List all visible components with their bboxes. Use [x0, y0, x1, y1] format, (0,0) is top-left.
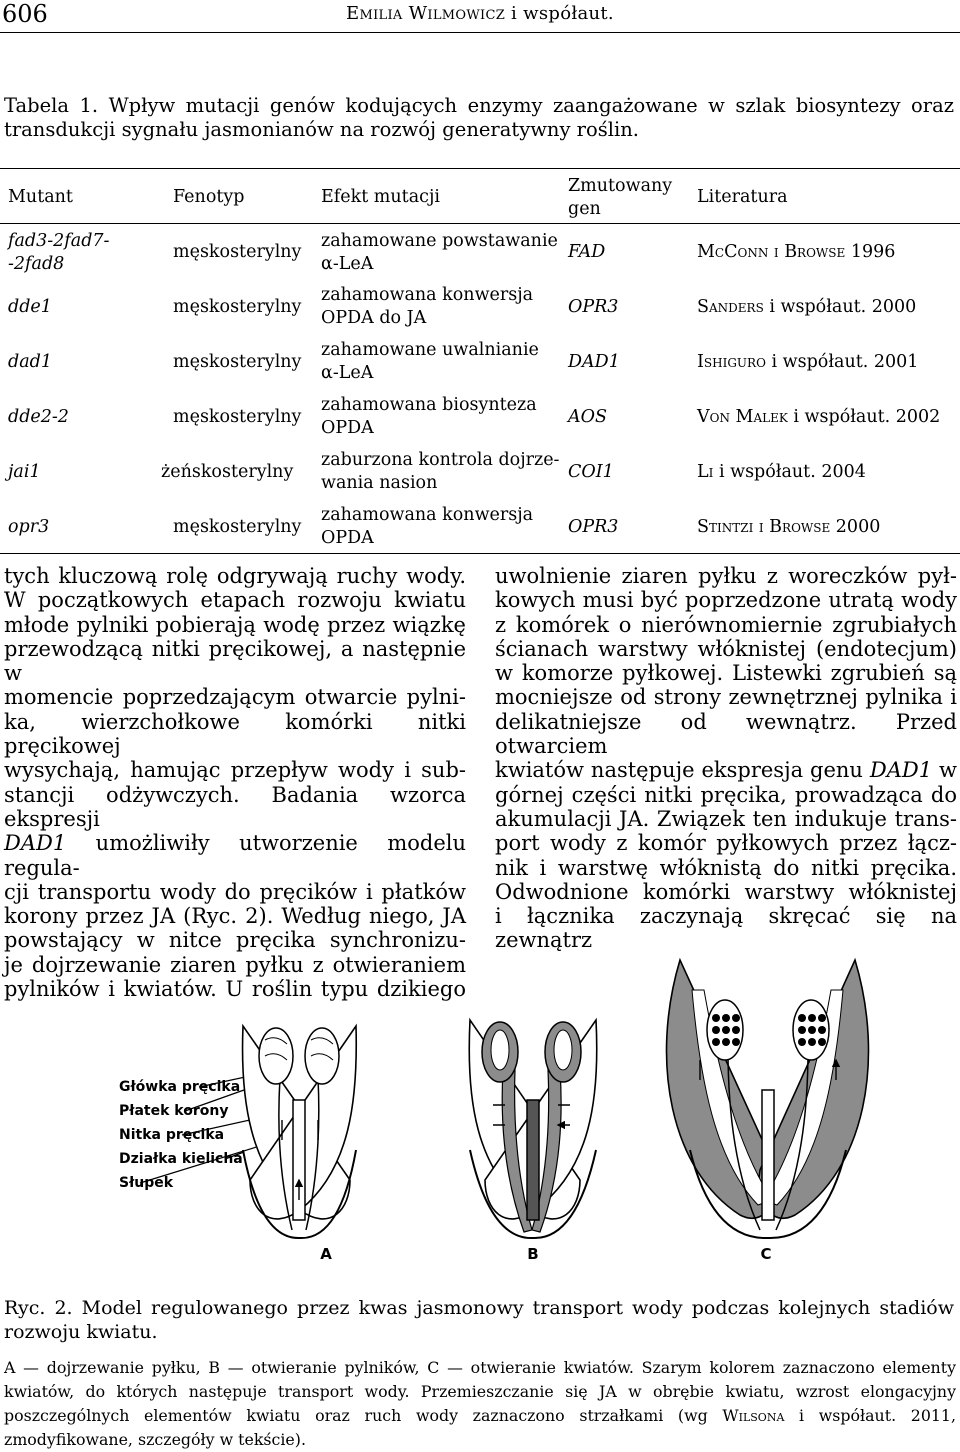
- page-number: 606: [2, 0, 48, 28]
- text-line: nik i warstwę włóknistą do nitki pręcika.: [495, 855, 957, 880]
- table-row-1-phenotype: męskosterylny: [173, 242, 302, 262]
- table-row-3-literature: [697, 351, 918, 374]
- text-line: korony przez JA (Ryc. 2). Według niego, JA: [4, 904, 466, 929]
- effect-line1: zaburzona kontrola dojrze-: [321, 450, 560, 470]
- effect-line2: OPDA do JA: [321, 308, 427, 328]
- literature-year: 1996: [845, 242, 896, 262]
- literature-authors: McConn i Browse: [697, 242, 846, 262]
- pistil: [527, 1100, 539, 1220]
- effect-line1: zahamowane powstawanie: [321, 231, 558, 251]
- text-line: powstający w nitce pręcika synchronizu-: [4, 928, 466, 953]
- literature-year: i współaut. 2002: [787, 407, 941, 427]
- table-row-6-phenotype: męskosterylny: [173, 517, 302, 537]
- col-header-gene: [568, 175, 672, 221]
- literature-year: i współaut. 2001: [765, 352, 919, 372]
- legend-text: A — dojrzewanie pyłku, B — otwieranie pylników, C — otwieranie kwiatów. Szarym kolorem zaznaczono elementy kwiatów, do których następuje transport wody. Przemieszczanie się JA w obrębie kwiatu, wzrost elongacyjny poszczególnych elementów kwiatu oraz ruch wody zaznaczono strzałkami (wg: [4, 1358, 956, 1425]
- text-span: kwiatów następuje ekspresja genu: [495, 758, 870, 783]
- label-sepal: Działka kielicha: [119, 1151, 243, 1167]
- literature-year: i współaut. 2000: [763, 297, 917, 317]
- panel-label-c: C: [760, 1245, 772, 1263]
- flower-b: [469, 1020, 597, 1263]
- text-line: i łącznika zaczynają skręcać się na zewnątrz: [495, 904, 957, 953]
- running-title-suffix: i współaut.: [505, 3, 614, 24]
- effect-line1: zahamowana biosynteza: [321, 395, 537, 415]
- literature-authors: Li: [697, 462, 714, 482]
- text-line: stancji odżywczych. Badania wzorca ekspresji: [4, 782, 466, 831]
- table-row-2-phenotype: męskosterylny: [173, 297, 302, 317]
- text-line: w komorze pyłkowej. Listewki zgrubień są: [495, 661, 957, 686]
- table-row-5-literature: [697, 461, 866, 484]
- flower-figure: [0, 920, 960, 1280]
- text-line: cji transportu wody do pręcików i płatków: [4, 879, 466, 904]
- figure-caption: Ryc. 2. Model regulowanego przez kwas jasmonowy transport wody podczas kolejnych stadiów rozwoju kwiatu.: [4, 1297, 954, 1343]
- table-row-5-phenotype: żeńskosterylny: [161, 462, 294, 482]
- header-rule: [0, 32, 960, 33]
- col-header-effect: Efekt mutacji: [321, 187, 440, 207]
- col-header-gene-line2: gen: [568, 199, 601, 219]
- table-row-4-literature: [697, 406, 940, 429]
- text-line: ka, wierzchołkowe komórki nitki pręcikowej: [4, 709, 466, 759]
- anther-right-chamber: [554, 1030, 572, 1070]
- table-row-5-effect: [321, 449, 559, 495]
- effect-line2: OPDA: [321, 528, 374, 548]
- right-text-column: [495, 564, 957, 953]
- effect-line2: wania nasion: [321, 473, 438, 493]
- text-line: W początkowych etapach rozwoju kwiatu: [4, 588, 466, 613]
- text-line: górnej części nitki pręcika, prowadząca do: [495, 782, 957, 807]
- text-line: wysychają, hamując przepływ wody i sub-: [4, 758, 466, 783]
- figure-legend: [4, 1356, 956, 1452]
- effect-line1: zahamowana konwersja: [321, 285, 534, 305]
- table-row-5-mutant: jai1: [8, 462, 41, 482]
- text-line: mocniejsze od strony zewnętrznej pylnika i: [495, 685, 957, 710]
- table-row-6-mutant: opr3: [8, 517, 50, 537]
- text-line: z komórek o nierównomiernie zgrubiałych: [495, 612, 957, 637]
- table-row-5-gene: COI1: [568, 462, 614, 482]
- literature-year: i współaut. 2004: [713, 462, 866, 482]
- table-row-6-effect: [321, 504, 533, 550]
- table-row-6-literature: [697, 516, 880, 539]
- text-line: uwolnienie ziaren pyłku z woreczków pył-: [495, 564, 957, 588]
- mutant-line2: -2fad8: [8, 254, 65, 274]
- table-row-1-literature: [697, 241, 895, 264]
- effect-line2: OPDA: [321, 418, 374, 438]
- literature-authors: Von Malek: [697, 407, 788, 427]
- table-row-4-gene: AOS: [568, 407, 607, 427]
- text-line: delikatniejsze od wewnątrz. Przed otwarciem: [495, 709, 957, 759]
- table-caption: Tabela 1. Wpływ mutacji genów kodujących enzymy zaangażowane w szlak biosyntezy oraz transdukcji sygnału jasmonianów na rozwój generatywny roślin.: [4, 94, 954, 141]
- effect-line2: α-LeA: [321, 363, 374, 383]
- text-line: akumulacji JA. Związek ten indukuje trans-: [495, 806, 957, 831]
- effect-line1: zahamowane uwalnianie: [321, 340, 539, 360]
- text-line: port wody z komór pyłkowych przez łącz-: [495, 831, 957, 856]
- col-header-mutant: Mutant: [8, 187, 73, 207]
- table-row-2-literature: [697, 296, 916, 319]
- gene-name: DAD1: [4, 831, 67, 856]
- table-bottom-rule: [0, 553, 960, 554]
- label-anther-head: Główka pręcika: [119, 1079, 241, 1095]
- col-header-literature: Literatura: [697, 187, 788, 207]
- table-row-1-gene: FAD: [568, 242, 606, 262]
- legend-author: Wilsona: [722, 1406, 785, 1425]
- table-header-rule: [0, 223, 960, 224]
- pistil: [293, 1100, 305, 1220]
- anther-right: [305, 1028, 339, 1084]
- flower-c: [667, 960, 869, 1263]
- table-row-3-phenotype: męskosterylny: [173, 352, 302, 372]
- table-row-4-effect: [321, 394, 537, 440]
- literature-authors: Stintzi i Browse: [697, 517, 831, 537]
- text-span: umożliwiły utworzenie modelu regula-: [4, 831, 466, 880]
- label-petal: Płatek korony: [119, 1103, 229, 1119]
- table-row-4-mutant: dde2-2: [8, 407, 69, 427]
- table-row-4-phenotype: męskosterylny: [173, 407, 302, 427]
- text-line: Odwodnione komórki warstwy włóknistej: [495, 879, 957, 904]
- text-span: w: [932, 758, 958, 783]
- text-line: młode pylniki pobierają wodę przez wiązkę: [4, 612, 466, 637]
- text-line: momencie poprzedzającym otwarcie pylni-: [4, 685, 466, 710]
- gene-name: DAD1: [869, 758, 933, 783]
- legend-text-end: i współaut. 2011, zmodyfikowane, szczegóły w tekście).: [4, 1406, 956, 1449]
- panel-label-b: B: [527, 1245, 539, 1263]
- text-line: tych kluczową rolę odgrywają ruchy wody.: [4, 564, 466, 588]
- text-line: kowych musi być poprzedzone utratą wody: [495, 588, 957, 613]
- effect-line1: zahamowana konwersja: [321, 505, 534, 525]
- text-line: je dojrzewanie ziaren pyłku z otwieraniem: [4, 952, 466, 977]
- running-title-author: Emilia Wilmowicz: [346, 3, 506, 24]
- literature-authors: Sanders: [697, 297, 764, 317]
- released-pollen-right: [798, 1014, 826, 1046]
- literature-year: 2000: [830, 517, 881, 537]
- table-row-2-mutant: dde1: [8, 297, 52, 317]
- panel-label-a: A: [320, 1245, 332, 1263]
- literature-authors: Ishiguro: [697, 352, 766, 372]
- text-line: ścianach warstwy włóknistej (endotecjum): [495, 636, 957, 661]
- table-row-2-gene: OPR3: [568, 297, 619, 317]
- label-pistil: Słupek: [119, 1175, 174, 1191]
- text-line: [4, 831, 466, 880]
- text-line: pylników i kwiatów. U roślin typu dzikiego: [4, 977, 466, 1002]
- table-top-rule: [0, 168, 960, 169]
- figure-label-group: [119, 1079, 243, 1191]
- col-header-phenotype: Fenotyp: [173, 187, 245, 207]
- anther-left-chamber: [491, 1030, 509, 1070]
- table-row-3-effect: [321, 339, 539, 385]
- col-header-gene-line1: Zmutowany: [568, 176, 673, 196]
- released-pollen-left: [712, 1014, 740, 1046]
- text-line: [495, 758, 957, 782]
- table-row-6-gene: OPR3: [568, 517, 619, 537]
- text-line: przewodzącą nitki pręcikowej, a następnie w: [4, 636, 466, 686]
- pistil: [762, 1090, 774, 1220]
- mutant-line1: fad3-2fad7-: [8, 231, 110, 251]
- table-row-2-effect: [321, 284, 533, 330]
- table-row-3-mutant: dad1: [8, 352, 52, 372]
- flower-a: [243, 1026, 357, 1263]
- table-row-1-effect: [321, 230, 558, 276]
- table-row-1-mutant: [8, 230, 109, 276]
- anther-left: [259, 1028, 293, 1084]
- running-title: [0, 3, 960, 24]
- table-row-3-gene: DAD1: [568, 352, 620, 372]
- effect-line2: α-LeA: [321, 254, 374, 274]
- label-filament: Nitka pręcika: [119, 1127, 225, 1143]
